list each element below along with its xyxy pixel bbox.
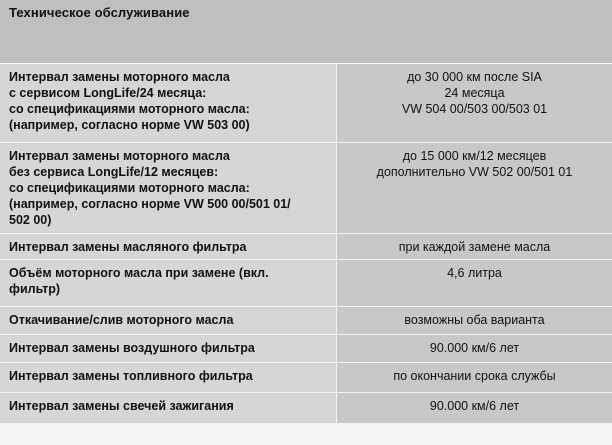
value-text: до 15 000 км/12 месяцев дополнительно VW 502 00/501 01 xyxy=(376,149,573,179)
table-row xyxy=(0,393,612,423)
parameter-text: Интервал замены воздушного фильтра xyxy=(9,341,255,355)
value-text: 90.000 км/6 лет xyxy=(429,399,520,413)
table-row xyxy=(0,64,612,142)
parameter-text: Интервал замены моторного масла с сервисом LongLife/24 месяца: со спецификациями моторного масла: (например, согласно норме VW 503 00) xyxy=(9,70,250,132)
parameter-cell xyxy=(0,64,337,142)
value-cell xyxy=(337,260,612,306)
value-text: до 30 000 км после SIA 24 месяца VW 504 00/503 00/503 01 xyxy=(401,70,548,116)
table-row xyxy=(0,335,612,362)
table-title: Техническое обслуживание xyxy=(9,5,190,20)
value-text: возможны оба варианта xyxy=(404,313,545,327)
value-text: по окончании срока службы xyxy=(393,369,556,383)
table-row xyxy=(0,363,612,392)
parameter-text: Интервал замены топливного фильтра xyxy=(9,369,253,383)
value-cell xyxy=(337,335,612,362)
parameter-text: Интервал замены свечей зажигания xyxy=(9,399,234,413)
value-text: 4,6 литра xyxy=(447,266,502,280)
parameter-text: Объём моторного масла при замене (вкл. фильтр) xyxy=(9,266,269,296)
table-row xyxy=(0,143,612,233)
parameter-cell xyxy=(0,393,337,423)
parameter-cell xyxy=(0,143,337,233)
parameter-cell xyxy=(0,260,337,306)
table-header xyxy=(0,0,612,63)
parameter-text: Интервал замены моторного масла без сервиса LongLife/12 месяцев: со спецификациями моторного масла: (например, согласно норме VW 500 00/501 01/ 502 00) xyxy=(9,149,291,227)
table-row xyxy=(0,307,612,334)
value-cell xyxy=(337,307,612,334)
parameter-cell xyxy=(0,307,337,334)
value-cell xyxy=(337,393,612,423)
parameter-text: Откачивание/слив моторного масла xyxy=(9,313,234,327)
value-text: 90.000 км/6 лет xyxy=(429,341,520,355)
parameter-text: Интервал замены масляного фильтра xyxy=(9,240,247,254)
value-cell xyxy=(337,363,612,392)
table-row xyxy=(0,234,612,259)
value-text: при каждой замене масла xyxy=(398,240,551,254)
value-cell xyxy=(337,143,612,233)
parameter-cell xyxy=(0,234,337,259)
value-cell xyxy=(337,234,612,259)
parameter-cell xyxy=(0,363,337,392)
value-cell xyxy=(337,64,612,142)
parameter-cell xyxy=(0,335,337,362)
table-row xyxy=(0,260,612,306)
